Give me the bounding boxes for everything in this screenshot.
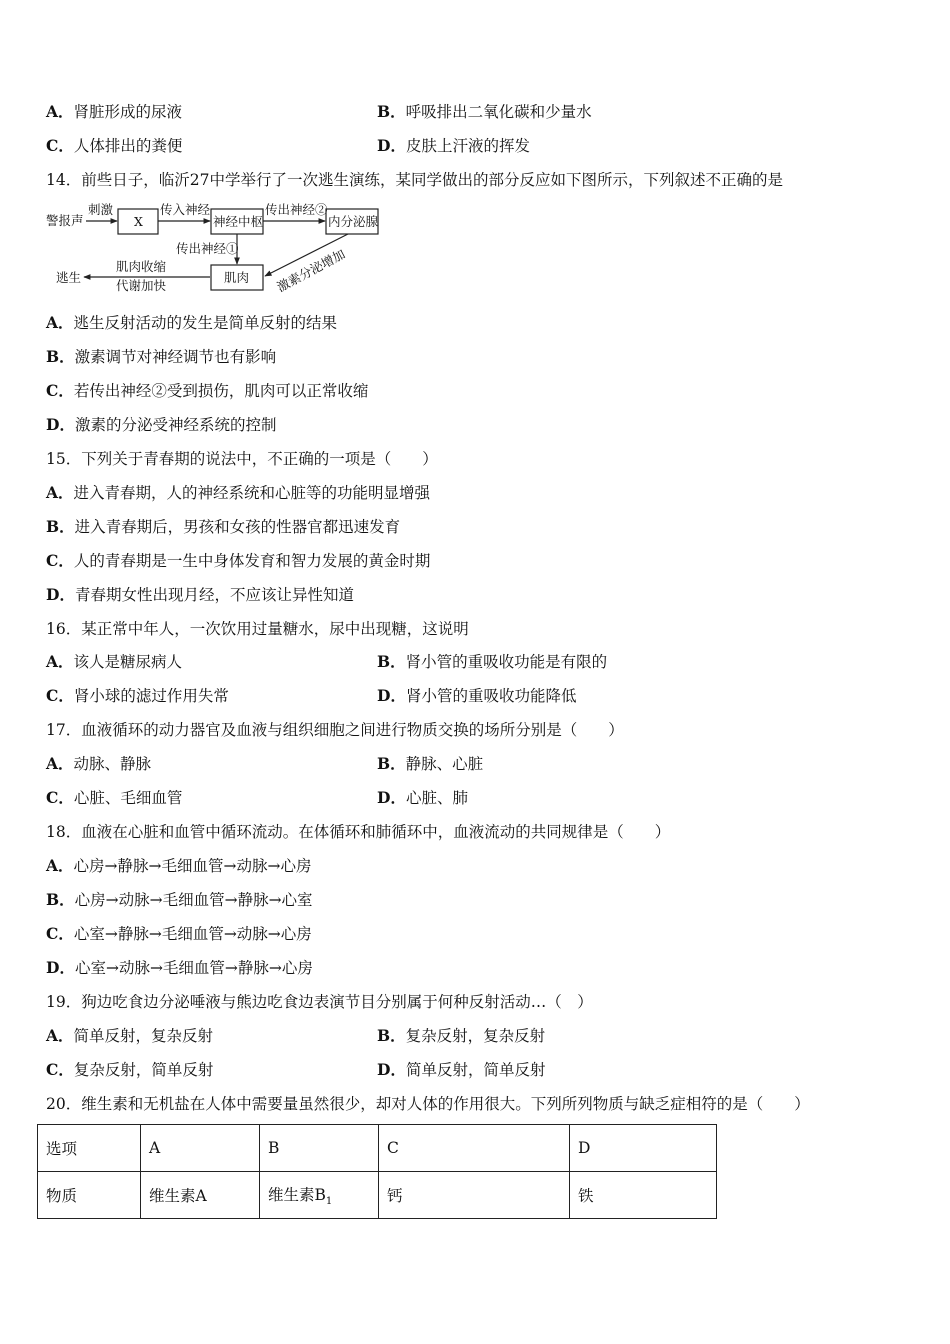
q17-option-b: B．静脉、心脏 [377, 754, 484, 773]
q14-option-b: B．激素调节对神经调节也有影响 [46, 347, 277, 366]
table-cell: A [141, 1125, 260, 1172]
q13-option-c: C．人体排出的粪便 [46, 136, 183, 155]
table-cell: D [570, 1125, 717, 1172]
table-cell: 钙 [379, 1172, 570, 1219]
table-row [38, 1125, 717, 1172]
label-effect1: 肌肉收缩 [116, 259, 167, 274]
q14-option-c: C．若传出神经②受到损伤，肌肉可以正常收缩 [46, 381, 369, 400]
q18-option-c: C．心室→静脉→毛细血管→动脉→心房 [46, 924, 312, 943]
q19-option-a: A．简单反射，复杂反射 [46, 1026, 214, 1045]
q18-stem: 18．血液在心脏和血管中循环流动。在体循环和肺循环中，血液流动的共同规律是（ ） [46, 823, 671, 841]
label-escape: 逃生 [56, 270, 82, 285]
q17-option-c: C．心脏、毛细血管 [46, 788, 183, 807]
label-muscle: 肌肉 [224, 270, 250, 285]
vitamin-b-subscript: 1 [325, 1196, 333, 1208]
label-alarm: 警报声 [46, 213, 84, 228]
q16-option-d: D．肾小管的重吸收功能降低 [377, 686, 577, 705]
q15-stem: 15．下列关于青春期的说法中，不正确的一项是（ ） [46, 450, 438, 468]
label-stimulus: 刺激 [88, 202, 114, 217]
q18-option-b: B．心房→动脉→毛细血管→静脉→心室 [46, 890, 313, 909]
q16-stem: 16．某正常中年人，一次饮用过量糖水，尿中出现糖，这说明 [46, 620, 469, 638]
q13-option-a: A．肾脏形成的尿液 [46, 102, 183, 121]
label-center: 神经中枢 [213, 214, 264, 229]
q17-option-a: A．动脉、静脉 [46, 754, 152, 773]
table-row [38, 1172, 717, 1219]
q19-option-d: D．简单反射，简单反射 [377, 1060, 546, 1079]
table-cell [260, 1172, 379, 1219]
table-cell: B [260, 1125, 379, 1172]
table-cell: 选项 [38, 1125, 141, 1172]
label-hormone: 激素分泌增加 [274, 246, 348, 295]
q19-option-c: C．复杂反射，简单反射 [46, 1060, 214, 1079]
label-efferent2: 传出神经② [265, 202, 328, 217]
q19-stem: 19．狗边吃食边分泌唾液与熊边吃食边表演节目分别属于何种反射活动…（ ） [46, 993, 593, 1011]
table-cell: C [379, 1125, 570, 1172]
reflex-diagram [44, 200, 384, 298]
q20-table [37, 1124, 717, 1219]
q16-option-a: A．该人是糖尿病人 [46, 652, 183, 671]
q13-option-b: B．呼吸排出二氧化碳和少量水 [377, 102, 592, 121]
table-cell: 铁 [570, 1172, 717, 1219]
q15-option-b: B．进入青春期后，男孩和女孩的性器官都迅速发育 [46, 517, 401, 536]
table-cell: 维生素A [141, 1172, 260, 1219]
q16-option-b: B．肾小管的重吸收功能是有限的 [377, 652, 608, 671]
label-x: X [134, 214, 143, 229]
q17-stem: 17．血液循环的动力器官及血液与组织细胞之间进行物质交换的场所分别是（ ） [46, 721, 624, 739]
q14-option-d: D．激素的分泌受神经系统的控制 [46, 415, 277, 434]
table-cell: 物质 [38, 1172, 141, 1219]
q18-option-d: D．心室→动脉→毛细血管→静脉→心房 [46, 958, 313, 977]
q15-option-c: C．人的青春期是一生中身体发育和智力发展的黄金时期 [46, 551, 431, 570]
q15-option-a: A．进入青春期，人的神经系统和心脏等的功能明显增强 [46, 483, 431, 502]
label-efferent1: 传出神经① [176, 241, 239, 256]
q13-option-d: D．皮肤上汗液的挥发 [377, 136, 530, 155]
label-gland: 内分泌腺 [328, 214, 379, 229]
label-afferent: 传入神经 [160, 202, 211, 217]
label-effect2: 代谢加快 [116, 278, 167, 293]
vitamin-b-label: 维生素B [268, 1185, 326, 1204]
q14-stem: 14．前些日子，临沂27中学举行了一次逃生演练，某同学做出的部分反应如下图所示，下列叙述不正确的是 [46, 171, 783, 189]
q16-option-c: C．肾小球的滤过作用失常 [46, 686, 229, 705]
q20-stem: 20．维生素和无机盐在人体中需要量虽然很少，却对人体的作用很大。下列所列物质与缺乏症相符的是（ ） [46, 1095, 810, 1113]
q17-option-d: D．心脏、肺 [377, 788, 468, 807]
q18-option-a: A．心房→静脉→毛细血管→动脉→心房 [46, 856, 312, 875]
q15-option-d: D．青春期女性出现月经，不应该让异性知道 [46, 585, 354, 604]
q14-option-a: A．逃生反射活动的发生是简单反射的结果 [46, 313, 338, 332]
q19-option-b: B．复杂反射，复杂反射 [377, 1026, 546, 1045]
